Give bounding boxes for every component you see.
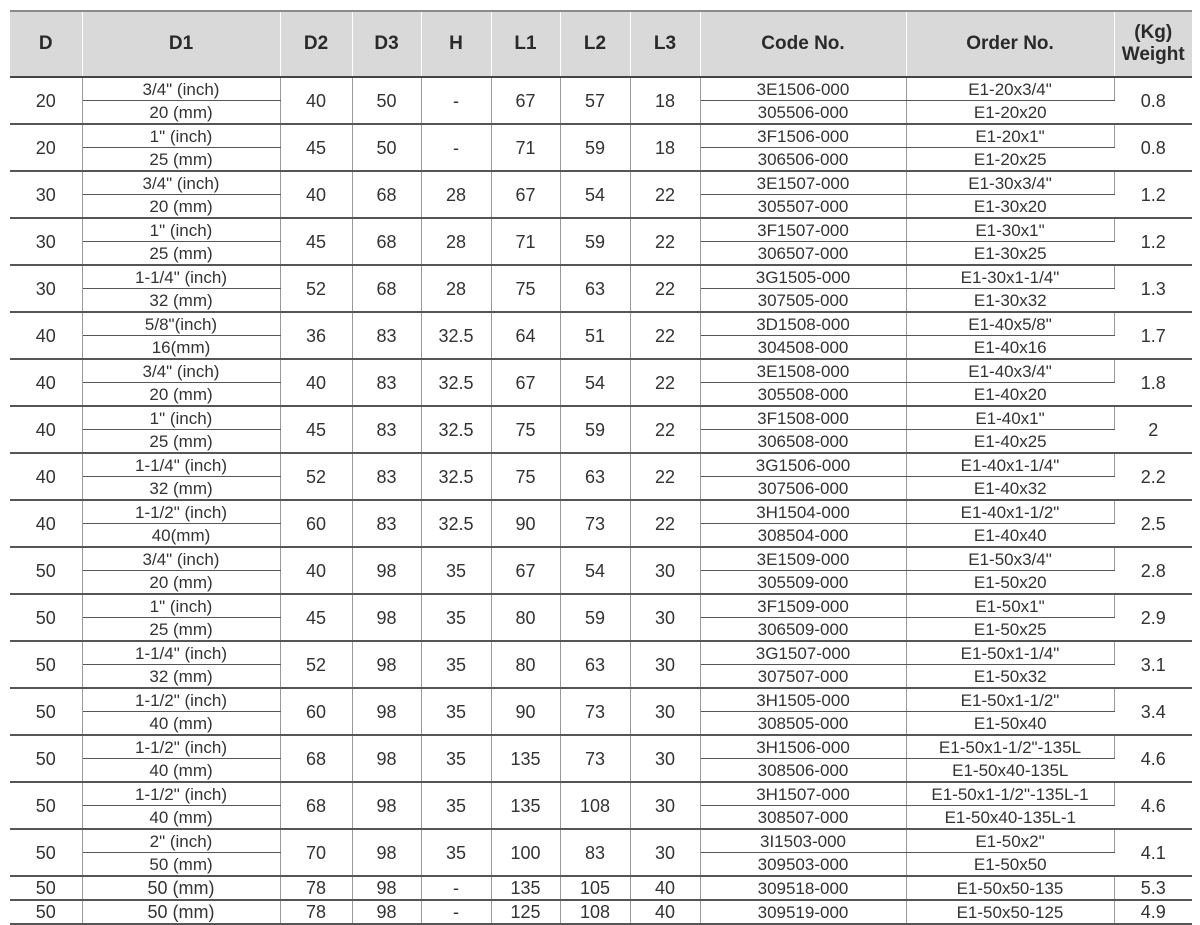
cell-d1-inch: 1" (inch)	[82, 218, 280, 242]
cell-d1-inch: 1" (inch)	[82, 594, 280, 618]
cell-order-no: E1-50x32	[973, 666, 1047, 686]
cell-d1-inch: 3/4" (inch)	[82, 359, 280, 383]
cell-d1-mm: 50 (mm)	[82, 853, 280, 877]
cell-code-no: 308506-000	[700, 759, 906, 783]
cell-l2: 59	[560, 406, 630, 453]
cell-d: 30	[10, 171, 82, 218]
cell-weight: 2.2	[1140, 466, 1166, 487]
cell-order-no: E1-30x25	[973, 243, 1047, 263]
cell-code-no: 3G1507-000	[700, 641, 906, 665]
cell-l2: 59	[560, 218, 630, 265]
header-weight-unit: (Kg)	[1134, 22, 1173, 43]
cell-d1-inch: 1-1/2" (inch)	[82, 782, 280, 806]
cell-l2: 63	[560, 641, 630, 688]
table-row	[10, 453, 1192, 477]
cell-d2: 40	[280, 547, 352, 594]
cell-d2: 52	[280, 641, 352, 688]
table-row	[10, 900, 1192, 924]
cell-order-no: E1-20x20	[973, 102, 1047, 122]
cell-order-no: E1-50x20	[973, 572, 1047, 592]
cell-l2: 63	[560, 265, 630, 312]
cell-order-no: E1-30x1"	[906, 218, 1114, 242]
cell-l2: 73	[560, 735, 630, 782]
cell-d1-inch: 1" (inch)	[82, 124, 280, 148]
cell-order-no: E1-50x40-135L-1	[944, 807, 1076, 827]
table-row	[10, 218, 1192, 242]
cell-weight: 0.8	[1140, 90, 1166, 111]
cell-d1-mm: 40(mm)	[82, 524, 280, 548]
cell-code-no: 3F1507-000	[700, 218, 906, 242]
cell-d1: 50 (mm)	[82, 876, 280, 900]
cell-code-no: 309518-000	[700, 876, 906, 900]
cell-d1-mm: 40 (mm)	[82, 759, 280, 783]
cell-d2: 40	[280, 171, 352, 218]
cell-code-no: 305506-000	[700, 101, 906, 125]
cell-weight: 2.5	[1140, 513, 1166, 534]
cell-h: 35	[421, 547, 491, 594]
cell-l3: 40	[630, 900, 700, 924]
cell-d: 50	[10, 547, 82, 594]
cell-code-no: 309503-000	[700, 853, 906, 877]
cell-h: 35	[421, 782, 491, 829]
cell-weight: 4.6	[1140, 795, 1166, 816]
header-h: H	[421, 11, 491, 77]
cell-d3: 98	[352, 594, 421, 641]
cell-order-no: E1-30x1-1/4"	[906, 265, 1114, 289]
cell-l1: 67	[491, 359, 560, 406]
cell-code-no: 3I1503-000	[700, 829, 906, 853]
cell-code-no: 308507-000	[700, 806, 906, 830]
cell-d: 50	[10, 688, 82, 735]
cell-order-no: E1-50x50-135	[906, 876, 1114, 900]
cell-order-no: E1-50x50-125	[906, 900, 1114, 924]
cell-code-no: 306507-000	[700, 242, 906, 266]
header-l1: L1	[491, 11, 560, 77]
cell-code-no: 3G1506-000	[700, 453, 906, 477]
cell-code-no: 3D1508-000	[700, 312, 906, 336]
cell-weight: 1.7	[1140, 325, 1166, 346]
cell-d1-inch: 2" (inch)	[82, 829, 280, 853]
cell-d3: 98	[352, 782, 421, 829]
cell-order-no: E1-50x1"	[906, 594, 1114, 618]
header-d: D	[10, 11, 82, 77]
cell-d1-mm: 25 (mm)	[82, 618, 280, 642]
cell-d1-inch: 5/8"(inch)	[82, 312, 280, 336]
cell-d3: 98	[352, 547, 421, 594]
cell-d2: 78	[280, 900, 352, 924]
cell-weight: 1.2	[1140, 231, 1166, 252]
header-weight-label: Weight	[1121, 44, 1185, 65]
cell-code-no: 3H1505-000	[700, 688, 906, 712]
cell-l2: 73	[560, 500, 630, 547]
header-code-no: Code No.	[700, 11, 906, 77]
cell-d: 50	[10, 594, 82, 641]
cell-d: 40	[10, 312, 82, 359]
cell-d1-inch: 1-1/4" (inch)	[82, 265, 280, 289]
cell-code-no: 307507-000	[700, 665, 906, 689]
cell-order-no: E1-40x1-1/2"	[906, 500, 1114, 524]
cell-code-no: 308505-000	[700, 712, 906, 736]
cell-h: 35	[421, 641, 491, 688]
cell-d: 40	[10, 500, 82, 547]
cell-weight: 5.3	[1140, 878, 1166, 898]
cell-d1-inch: 1-1/2" (inch)	[82, 688, 280, 712]
spec-table	[10, 10, 1192, 925]
cell-d1-mm: 32 (mm)	[82, 665, 280, 689]
cell-d1-mm: 16(mm)	[82, 336, 280, 360]
cell-h: 32.5	[421, 406, 491, 453]
cell-l1: 64	[491, 312, 560, 359]
cell-l3: 22	[630, 359, 700, 406]
header-l2: L2	[560, 11, 630, 77]
table-row	[10, 876, 1192, 900]
cell-l1: 67	[491, 171, 560, 218]
table-row	[10, 547, 1192, 571]
cell-code-no: 3E1508-000	[700, 359, 906, 383]
cell-d: 50	[10, 782, 82, 829]
cell-h: 28	[421, 265, 491, 312]
cell-d2: 68	[280, 782, 352, 829]
cell-l3: 30	[630, 688, 700, 735]
cell-l1: 125	[491, 900, 560, 924]
cell-d: 40	[10, 406, 82, 453]
cell-code-no: 307506-000	[700, 477, 906, 501]
cell-order-no: E1-30x3/4"	[906, 171, 1114, 195]
cell-d1-mm: 32 (mm)	[82, 289, 280, 313]
cell-code-no: 305507-000	[700, 195, 906, 219]
cell-l1: 80	[491, 594, 560, 641]
cell-d1-inch: 1-1/2" (inch)	[82, 500, 280, 524]
cell-code-no: 306508-000	[700, 430, 906, 454]
table-row	[10, 124, 1192, 148]
cell-l1: 67	[491, 547, 560, 594]
table-row	[10, 171, 1192, 195]
cell-order-no: E1-40x20	[973, 384, 1047, 404]
cell-d1-inch: 1" (inch)	[82, 406, 280, 430]
cell-order-no: E1-50x1-1/4"	[906, 641, 1114, 665]
cell-l1: 135	[491, 735, 560, 782]
cell-d: 30	[10, 265, 82, 312]
cell-d: 50	[10, 900, 82, 924]
cell-code-no: 309519-000	[700, 900, 906, 924]
cell-d2: 68	[280, 735, 352, 782]
cell-d1-mm: 20 (mm)	[82, 195, 280, 219]
cell-l2: 59	[560, 124, 630, 171]
cell-order-no: E1-50x1-1/2"	[906, 688, 1114, 712]
cell-d2: 45	[280, 594, 352, 641]
cell-weight: 2.9	[1140, 607, 1166, 628]
cell-order-no: E1-40x16	[973, 337, 1047, 357]
cell-code-no: 3E1509-000	[700, 547, 906, 571]
header-d3: D3	[352, 11, 421, 77]
cell-l3: 30	[630, 594, 700, 641]
table-row	[10, 688, 1192, 712]
cell-order-no: E1-40x25	[973, 431, 1047, 451]
cell-code-no: 304508-000	[700, 336, 906, 360]
cell-code-no: 308504-000	[700, 524, 906, 548]
cell-code-no: 3E1507-000	[700, 171, 906, 195]
cell-d3: 98	[352, 688, 421, 735]
cell-l3: 30	[630, 641, 700, 688]
table-row	[10, 312, 1192, 336]
header-d1: D1	[82, 11, 280, 77]
cell-d: 50	[10, 829, 82, 876]
cell-code-no: 305508-000	[700, 383, 906, 407]
cell-l3: 22	[630, 453, 700, 500]
cell-l1: 80	[491, 641, 560, 688]
cell-l1: 135	[491, 876, 560, 900]
cell-d1-mm: 20 (mm)	[82, 383, 280, 407]
cell-order-no: E1-50x1-1/2"-135L	[906, 735, 1114, 759]
cell-l3: 22	[630, 171, 700, 218]
header-weight	[1114, 11, 1192, 77]
cell-l3: 22	[630, 312, 700, 359]
header-l3: L3	[630, 11, 700, 77]
cell-d3: 50	[352, 124, 421, 171]
cell-d3: 83	[352, 359, 421, 406]
cell-d2: 45	[280, 406, 352, 453]
cell-d: 30	[10, 218, 82, 265]
cell-d3: 98	[352, 829, 421, 876]
cell-d2: 45	[280, 124, 352, 171]
header-row	[10, 11, 1192, 77]
cell-d2: 52	[280, 453, 352, 500]
cell-code-no: 306509-000	[700, 618, 906, 642]
cell-h: 28	[421, 171, 491, 218]
cell-l1: 67	[491, 77, 560, 124]
cell-d1-mm: 40 (mm)	[82, 806, 280, 830]
cell-d3: 83	[352, 500, 421, 547]
cell-order-no: E1-40x1-1/4"	[906, 453, 1114, 477]
cell-d3: 68	[352, 265, 421, 312]
cell-weight: 4.1	[1140, 842, 1166, 863]
cell-h: 28	[421, 218, 491, 265]
cell-code-no: 306506-000	[700, 148, 906, 172]
cell-order-no: E1-40x5/8"	[906, 312, 1114, 336]
cell-l3: 18	[630, 124, 700, 171]
cell-d3: 83	[352, 453, 421, 500]
cell-d: 50	[10, 876, 82, 900]
cell-order-no: E1-50x1-1/2"-135L-1	[906, 782, 1114, 806]
cell-l1: 75	[491, 453, 560, 500]
table-row	[10, 594, 1192, 618]
cell-l2: 59	[560, 594, 630, 641]
cell-order-no: E1-20x3/4"	[906, 77, 1114, 101]
cell-d3: 83	[352, 312, 421, 359]
cell-weight: 4.9	[1140, 902, 1166, 922]
cell-l1: 71	[491, 124, 560, 171]
cell-h: 35	[421, 829, 491, 876]
cell-l2: 54	[560, 171, 630, 218]
cell-d2: 36	[280, 312, 352, 359]
cell-weight: 0.8	[1140, 137, 1166, 158]
cell-d: 40	[10, 453, 82, 500]
cell-l3: 30	[630, 829, 700, 876]
cell-d: 20	[10, 124, 82, 171]
cell-d2: 40	[280, 77, 352, 124]
cell-code-no: 3H1504-000	[700, 500, 906, 524]
cell-l2: 105	[560, 876, 630, 900]
cell-code-no: 3G1505-000	[700, 265, 906, 289]
header-order-no: Order No.	[906, 11, 1114, 77]
cell-d1-mm: 32 (mm)	[82, 477, 280, 501]
cell-weight: 1.8	[1140, 372, 1166, 393]
cell-l3: 30	[630, 782, 700, 829]
cell-weight: 3.1	[1140, 654, 1166, 675]
cell-d1: 50 (mm)	[82, 900, 280, 924]
cell-code-no: 3H1507-000	[700, 782, 906, 806]
cell-order-no: E1-50x3/4"	[906, 547, 1114, 571]
cell-order-no: E1-50x40-135L	[952, 760, 1069, 780]
cell-l2: 108	[560, 782, 630, 829]
cell-d: 50	[10, 641, 82, 688]
cell-l3: 22	[630, 406, 700, 453]
cell-weight: 1.2	[1140, 184, 1166, 205]
cell-d3: 83	[352, 406, 421, 453]
cell-l2: 54	[560, 359, 630, 406]
cell-d2: 52	[280, 265, 352, 312]
cell-d2: 70	[280, 829, 352, 876]
cell-code-no: 3F1509-000	[700, 594, 906, 618]
header-d2: D2	[280, 11, 352, 77]
cell-d1-mm: 40 (mm)	[82, 712, 280, 736]
cell-code-no: 3E1506-000	[700, 77, 906, 101]
cell-l3: 22	[630, 218, 700, 265]
table-row	[10, 500, 1192, 524]
cell-d1-inch: 1-1/2" (inch)	[82, 735, 280, 759]
cell-d3: 68	[352, 171, 421, 218]
cell-h: -	[421, 900, 491, 924]
cell-d1-mm: 25 (mm)	[82, 430, 280, 454]
cell-weight: 2.8	[1140, 560, 1166, 581]
cell-d: 40	[10, 359, 82, 406]
cell-code-no: 3F1508-000	[700, 406, 906, 430]
cell-h: 35	[421, 735, 491, 782]
cell-h: -	[421, 876, 491, 900]
cell-order-no: E1-40x32	[973, 478, 1047, 498]
cell-l2: 83	[560, 829, 630, 876]
cell-d1-mm: 20 (mm)	[82, 101, 280, 125]
cell-h: -	[421, 77, 491, 124]
cell-d1-inch: 3/4" (inch)	[82, 171, 280, 195]
cell-d1-inch: 3/4" (inch)	[82, 547, 280, 571]
cell-d: 50	[10, 735, 82, 782]
cell-d2: 60	[280, 500, 352, 547]
cell-l2: 108	[560, 900, 630, 924]
cell-weight: 2	[1148, 419, 1159, 440]
cell-l3: 40	[630, 876, 700, 900]
cell-l1: 100	[491, 829, 560, 876]
cell-d2: 60	[280, 688, 352, 735]
cell-order-no: E1-20x25	[973, 149, 1047, 169]
table-row	[10, 406, 1192, 430]
cell-h: 32.5	[421, 500, 491, 547]
cell-order-no: E1-40x40	[973, 525, 1047, 545]
cell-h: 32.5	[421, 453, 491, 500]
cell-code-no: 305509-000	[700, 571, 906, 595]
cell-l1: 90	[491, 688, 560, 735]
cell-d1-mm: 25 (mm)	[82, 242, 280, 266]
cell-d1-inch: 1-1/4" (inch)	[82, 453, 280, 477]
cell-d3: 50	[352, 77, 421, 124]
cell-l1: 90	[491, 500, 560, 547]
cell-order-no: E1-50x2"	[906, 829, 1114, 853]
table-row	[10, 641, 1192, 665]
cell-h: -	[421, 124, 491, 171]
cell-d3: 98	[352, 641, 421, 688]
cell-weight: 4.6	[1140, 748, 1166, 769]
cell-l2: 51	[560, 312, 630, 359]
table-body	[10, 77, 1192, 924]
cell-d1-inch: 1-1/4" (inch)	[82, 641, 280, 665]
cell-l3: 22	[630, 265, 700, 312]
cell-h: 32.5	[421, 359, 491, 406]
cell-d3: 98	[352, 735, 421, 782]
cell-l3: 18	[630, 77, 700, 124]
cell-l3: 22	[630, 500, 700, 547]
cell-weight: 1.3	[1140, 278, 1166, 299]
cell-l3: 30	[630, 735, 700, 782]
cell-h: 35	[421, 688, 491, 735]
cell-l2: 57	[560, 77, 630, 124]
table-row	[10, 735, 1192, 759]
cell-order-no: E1-30x32	[973, 290, 1047, 310]
cell-order-no: E1-50x50	[973, 854, 1047, 874]
cell-l3: 30	[630, 547, 700, 594]
cell-weight: 3.4	[1140, 701, 1166, 722]
cell-order-no: E1-30x20	[973, 196, 1047, 216]
cell-l1: 75	[491, 265, 560, 312]
cell-order-no: E1-20x1"	[906, 124, 1114, 148]
cell-l1: 71	[491, 218, 560, 265]
cell-code-no: 3H1506-000	[700, 735, 906, 759]
cell-d2: 45	[280, 218, 352, 265]
cell-l2: 73	[560, 688, 630, 735]
cell-l2: 54	[560, 547, 630, 594]
cell-order-no: E1-50x40	[973, 713, 1047, 733]
cell-d3: 98	[352, 900, 421, 924]
cell-h: 35	[421, 594, 491, 641]
table-row	[10, 265, 1192, 289]
cell-code-no: 3F1506-000	[700, 124, 906, 148]
cell-code-no: 307505-000	[700, 289, 906, 313]
cell-order-no: E1-40x1"	[906, 406, 1114, 430]
cell-d2: 40	[280, 359, 352, 406]
table-row	[10, 359, 1192, 383]
cell-order-no: E1-50x25	[973, 619, 1047, 639]
cell-l1: 135	[491, 782, 560, 829]
cell-d: 20	[10, 77, 82, 124]
table-row	[10, 77, 1192, 101]
cell-d2: 78	[280, 876, 352, 900]
cell-order-no: E1-40x3/4"	[906, 359, 1114, 383]
cell-d3: 98	[352, 876, 421, 900]
cell-h: 32.5	[421, 312, 491, 359]
cell-d1-mm: 20 (mm)	[82, 571, 280, 595]
cell-l1: 75	[491, 406, 560, 453]
table-row	[10, 829, 1192, 853]
cell-d1-inch: 3/4" (inch)	[82, 77, 280, 101]
table-row	[10, 782, 1192, 806]
cell-d3: 68	[352, 218, 421, 265]
cell-d1-mm: 25 (mm)	[82, 148, 280, 172]
cell-l2: 63	[560, 453, 630, 500]
